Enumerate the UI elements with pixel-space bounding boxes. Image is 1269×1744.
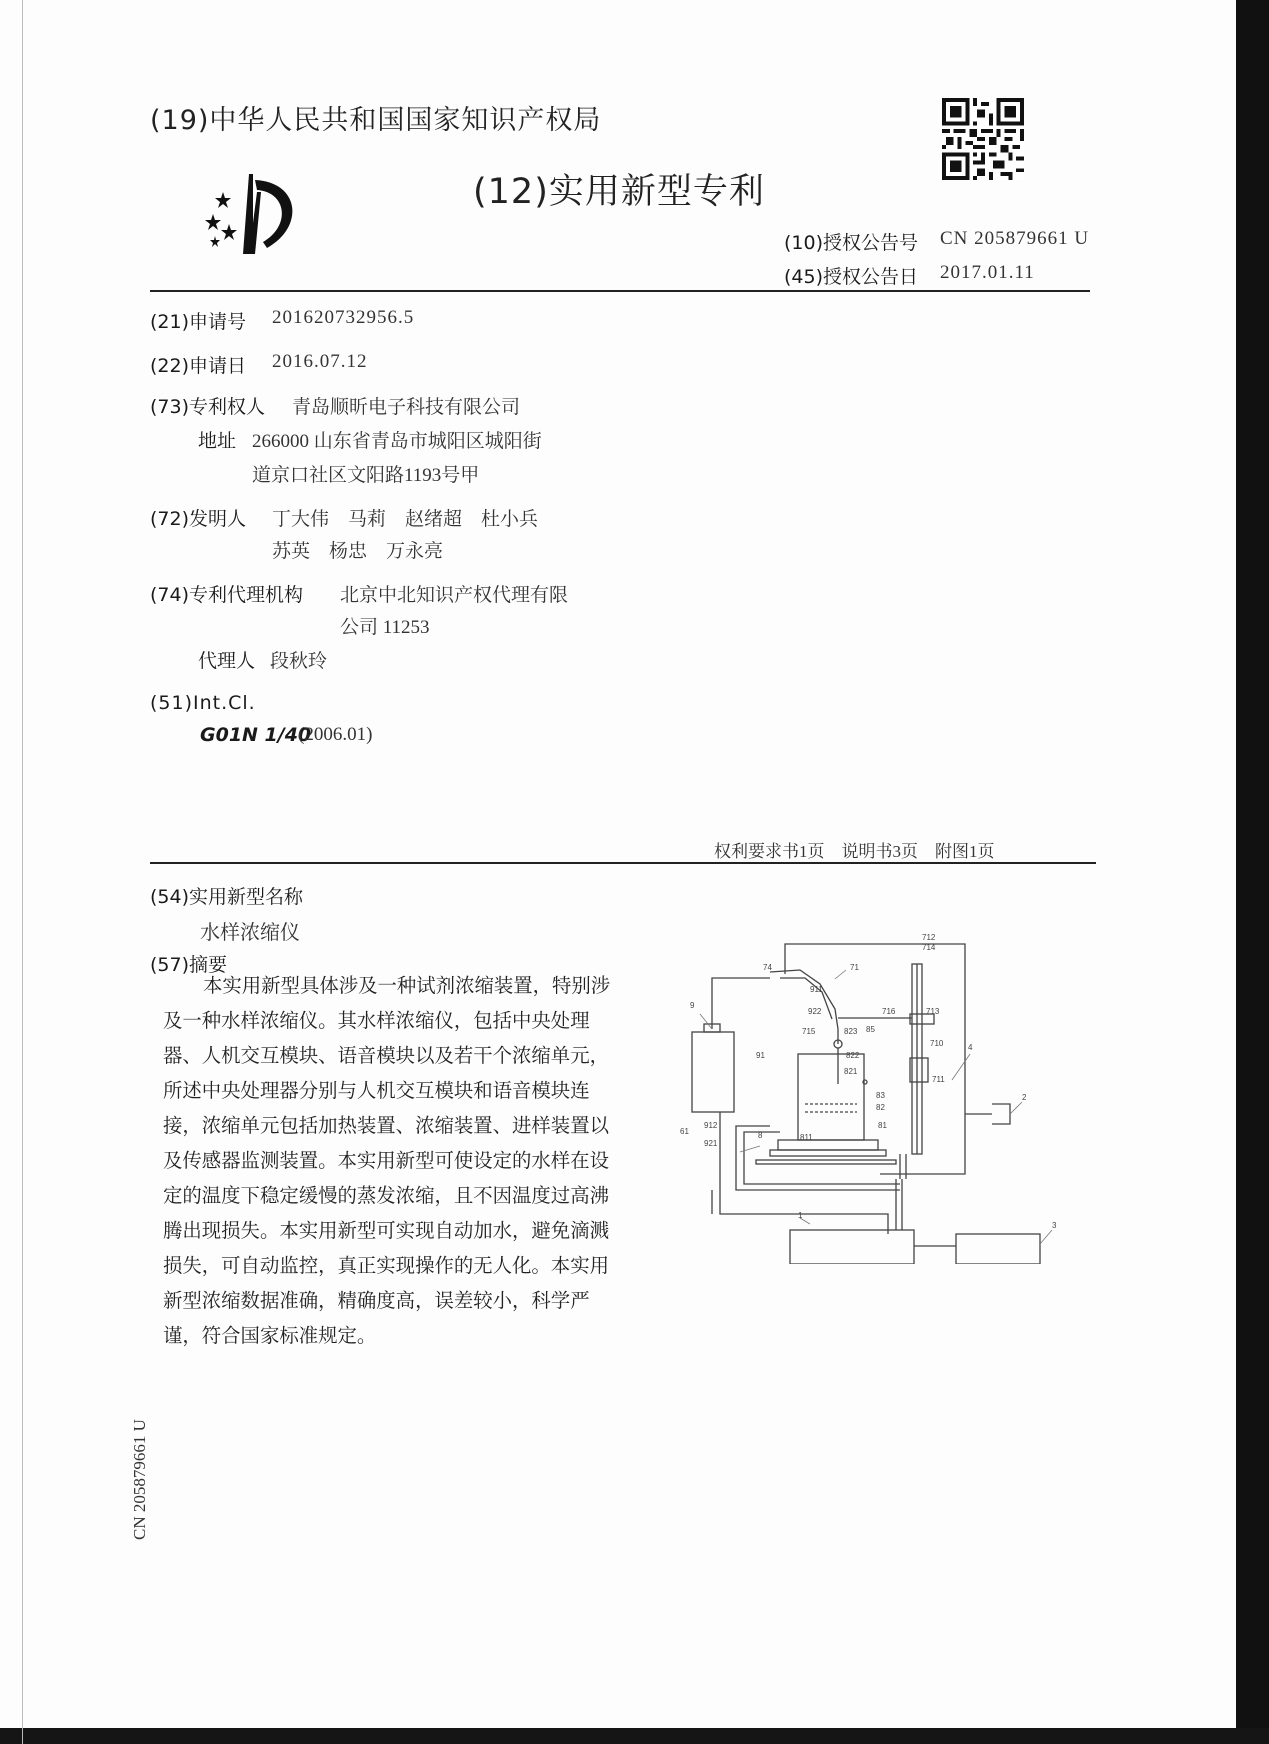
pub-date-value: 2017.01.11 <box>940 262 1035 283</box>
figure-ref-label: 82 <box>876 1103 885 1112</box>
figure-ref-label: 61 <box>680 1127 689 1136</box>
figure-ref-label: 822 <box>846 1051 860 1060</box>
apparatus-figure <box>660 934 1100 1264</box>
figure-ref-label: 83 <box>876 1091 885 1100</box>
office-name: (19)中华人民共和国国家知识产权局 <box>150 105 602 136</box>
address-line-1: 266000 山东省青岛市城阳区城阳街 <box>252 431 542 452</box>
figure-ref-label: 713 <box>926 1007 940 1016</box>
page-counts: 权利要求书1页 说明书3页 附图1页 <box>714 842 995 861</box>
inventors-line-2: 苏英 杨忠 万永亮 <box>272 541 444 562</box>
pub-no-label: (10)授权公告号 <box>784 232 919 254</box>
ipc-label: (51)Int.Cl. <box>150 692 256 714</box>
abstract-body <box>163 968 613 1353</box>
figure-ref-label: 91 <box>756 1051 765 1060</box>
pub-date-label: (45)授权公告日 <box>784 266 919 288</box>
figure-ref-label: 921 <box>704 1139 718 1148</box>
figure-ref-label: 710 <box>930 1039 944 1048</box>
abstract-label: (57)摘要 <box>150 954 228 976</box>
inventor-label: (72)发明人 <box>150 508 247 530</box>
agency-label: (74)专利代理机构 <box>150 584 304 606</box>
figure-ref-label: 2 <box>1022 1093 1027 1102</box>
figure-ref-label: 81 <box>878 1121 887 1130</box>
scan-edge-bottom <box>0 1728 1269 1744</box>
figure-ref-label: 715 <box>802 1027 816 1036</box>
app-date-value: 2016.07.12 <box>272 351 368 372</box>
star-icon <box>205 192 237 247</box>
pub-no-value: CN 205879661 U <box>940 228 1090 249</box>
agent-label: 代理人 <box>198 650 256 672</box>
figure-ref-label: 716 <box>882 1007 896 1016</box>
abstract-text: 本实用新型具体涉及一种试剂浓缩装置，特别涉及一种水样浓缩仪。其水样浓缩仪，包括中央处理器、人机交互模块、语音模块以及若干个浓缩单元，所述中央处理器分别与人机交互模块和语音模块连接，浓缩单元包括加热装置、浓缩装置、进样装置以及传感器监测装置。本实用新型可使设定的水样在设定的温度下稳定缓慢的蒸发浓缩，且不因温度过高沸腾出现损失。本实用新型可实现自动加水，避免滴溅损失，可自动监控，真正实现操作的无人化。本实用新型浓缩数据准确，精确度高，误差较小，科学严谨，符合国家标准规定。 <box>163 974 611 1347</box>
cnipa-logo <box>205 172 315 262</box>
figure-ref-label: 712 <box>922 934 936 942</box>
figure-ref-label: 8 <box>758 1131 763 1140</box>
figure-ref-label: 922 <box>808 1007 822 1016</box>
scan-edge-right <box>1236 0 1269 1744</box>
app-date-label: (22)申请日 <box>150 355 247 377</box>
figure-ref-label: 823 <box>844 1027 858 1036</box>
figure-ref-label: 711 <box>932 1075 945 1084</box>
agency-line-2: 公司 11253 <box>340 617 430 638</box>
figure-ref-label: 4 <box>968 1043 973 1052</box>
counts-divider <box>150 862 1096 864</box>
figure-ref-label: 912 <box>704 1121 718 1130</box>
inventors-line-1: 丁大伟 马莉 赵绪超 杜小兵 <box>272 509 539 530</box>
agency-line-1: 北京中北知识产权代理有限 <box>340 585 569 606</box>
figure-ref-label: 71 <box>850 963 859 972</box>
agent-value: 段秋玲 <box>270 651 328 672</box>
spine-publication-number: CN 205879661 U <box>130 1419 149 1540</box>
app-no-label: (21)申请号 <box>150 311 247 333</box>
app-no-value: 201620732956.5 <box>272 307 415 328</box>
title-label: (54)实用新型名称 <box>150 886 304 908</box>
address-label: 地址 <box>198 430 237 452</box>
figure-ref-label: 74 <box>763 963 772 972</box>
figure-ref-label: 85 <box>866 1025 875 1034</box>
figure-ref-label: 9 <box>690 1001 695 1010</box>
utility-model-title: 水样浓缩仪 <box>200 922 300 944</box>
figure-ref-label: 3 <box>1052 1221 1057 1230</box>
figure-ref-label: 714 <box>922 943 936 952</box>
figure-ref-label: 821 <box>844 1067 858 1076</box>
ipc-version: (2006.01) <box>298 724 373 745</box>
patentee-label: (73)专利权人 <box>150 396 266 418</box>
figure-ref-label: 911 <box>810 985 823 994</box>
header-divider <box>150 290 1090 292</box>
address-line-2: 道京口社区文阳路1193号甲 <box>252 465 480 486</box>
qr-code-icon <box>942 98 1024 180</box>
ipc-code: G01N 1/40 <box>200 724 312 746</box>
figure-ref-label: 1 <box>798 1211 803 1220</box>
patent-type-title: (12)实用新型专利 <box>473 172 765 212</box>
figure-ref-label: 811 <box>800 1133 813 1142</box>
patentee-value: 青岛顺昕电子科技有限公司 <box>292 397 521 418</box>
scan-edge-left <box>22 0 23 1744</box>
